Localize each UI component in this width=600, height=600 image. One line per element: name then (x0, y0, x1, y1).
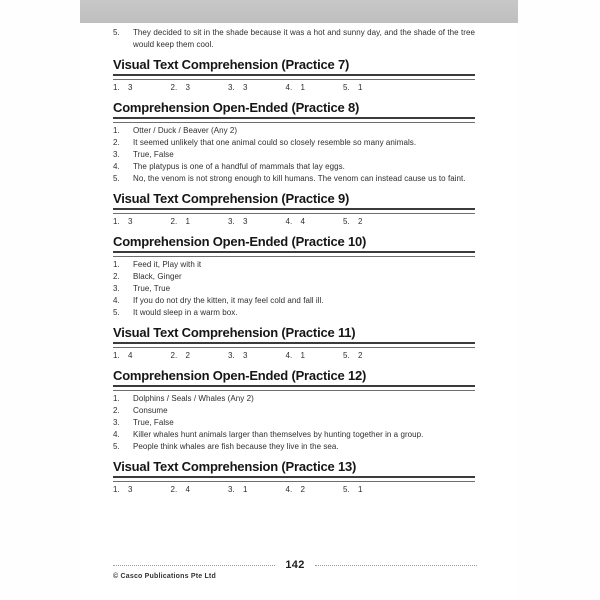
list-item (113, 283, 475, 295)
answer-value: 3 (185, 83, 190, 92)
section (113, 59, 475, 94)
answer-number: 3. (228, 351, 235, 360)
item-number: 4. (113, 430, 120, 439)
item-text: True, True (133, 284, 171, 293)
heading-double-rule (113, 476, 475, 482)
answer-number: 5. (343, 83, 350, 92)
item-number: 5. (113, 308, 120, 317)
item-text: It seemed unlikely that one animal could so closely resemble so many animals. (133, 138, 417, 147)
answer-value: 1 (300, 351, 305, 360)
answer-value: 2 (300, 485, 305, 494)
item-number: 1. (113, 394, 120, 403)
answer-cell (343, 82, 401, 94)
item-number: 1. (113, 260, 120, 269)
answer-cell (171, 216, 229, 228)
section (113, 193, 475, 228)
list-item (113, 259, 475, 271)
item-number: 5. (113, 442, 120, 451)
list-item (113, 27, 475, 51)
list-item (113, 161, 475, 173)
answer-cell (171, 484, 229, 496)
page-footer (113, 558, 477, 580)
answer-number: 1. (113, 351, 120, 360)
answer-value: 3 (243, 351, 248, 360)
answer-number: 2. (170, 485, 178, 494)
heading-double-rule (113, 385, 475, 391)
item-text: Otter / Duck / Beaver (Any 2) (133, 126, 238, 135)
item-text: Dolphins / Seals / Whales (Any 2) (133, 394, 254, 403)
heading-double-rule (113, 342, 475, 348)
answer-number: 4. (285, 83, 293, 92)
copyright: © Casco Publications Pte Ltd (113, 572, 216, 580)
answer-value: 4 (300, 217, 305, 226)
section-heading: Comprehension Open-Ended (Practice 10) (113, 234, 367, 249)
heading-double-rule (113, 74, 475, 80)
scan-top-band (80, 0, 518, 23)
list-item (113, 393, 475, 405)
list-item (113, 441, 475, 453)
answer-cell (286, 484, 344, 496)
answer-value: 1 (243, 485, 248, 494)
answer-value: 1 (185, 217, 190, 226)
answer-cell (343, 484, 401, 496)
section-heading: Comprehension Open-Ended (Practice 8) (113, 100, 360, 115)
item-number: 1. (113, 126, 120, 135)
answer-value: 3 (243, 217, 248, 226)
answer-cell (113, 216, 171, 228)
answer-value: 3 (243, 83, 248, 92)
answer-value: 2 (185, 351, 190, 360)
answer-cell (113, 350, 171, 362)
list-item (113, 429, 475, 441)
heading-double-rule (113, 251, 475, 257)
dotted-line-left (113, 565, 275, 566)
section (113, 327, 475, 362)
answer-number: 1. (113, 217, 120, 226)
heading-double-rule (113, 208, 475, 214)
dotted-line-right (315, 565, 477, 566)
answer-row (113, 350, 475, 362)
answer-value: 2 (358, 351, 363, 360)
section (113, 461, 475, 496)
item-text: It would sleep in a warm box. (133, 308, 238, 317)
answer-cell (171, 350, 229, 362)
answer-cell (343, 350, 401, 362)
heading-double-rule (113, 117, 475, 123)
answer-value: 1 (358, 485, 363, 494)
item-text: Consume (133, 406, 168, 415)
item-text: Killer whales hunt animals larger than themselves by hunting together in a group. (133, 430, 424, 439)
answer-number: 2. (170, 217, 178, 226)
answer-cell (113, 484, 171, 496)
book-page (80, 0, 518, 600)
item-number: 4. (113, 296, 120, 305)
item-text: Feed it, Play with it (133, 260, 202, 269)
list-item (113, 405, 475, 417)
answer-cell (286, 350, 344, 362)
item-number: 2. (113, 272, 120, 281)
answer-number: 4. (285, 351, 293, 360)
item-number: 2. (113, 138, 120, 147)
answer-number: 2. (170, 83, 178, 92)
item-text: They decided to sit in the shade because it was a hot and sunny day, and the shade of the tree would keep them cool. (133, 28, 475, 49)
answer-number: 5. (343, 351, 350, 360)
answer-value: 4 (185, 485, 190, 494)
section-heading: Visual Text Comprehension (Practice 13) (113, 459, 357, 474)
item-text: Black, Ginger (133, 272, 182, 281)
answer-number: 2. (170, 351, 178, 360)
item-number: 3. (113, 150, 120, 159)
answer-number: 4. (285, 217, 293, 226)
list-item (113, 149, 475, 161)
list-item (113, 417, 475, 429)
answer-cell (228, 82, 286, 94)
answer-number: 3. (228, 485, 235, 494)
item-text: People think whales are fish because they live in the sea. (133, 442, 339, 451)
item-text: The platypus is one of a handful of mammals that lay eggs. (133, 162, 345, 171)
answer-cell (228, 484, 286, 496)
answer-value: 1 (358, 83, 363, 92)
answer-number: 1. (113, 83, 120, 92)
answer-cell (171, 82, 229, 94)
list-item (113, 307, 475, 319)
list-item (113, 173, 475, 185)
section-heading: Visual Text Comprehension (Practice 7) (113, 57, 350, 72)
answer-cell (343, 216, 401, 228)
item-text: True, False (133, 150, 174, 159)
section (113, 236, 475, 319)
sections-container (113, 59, 475, 496)
answer-cell (286, 216, 344, 228)
page-number: 142 (285, 559, 305, 571)
answer-cell (286, 82, 344, 94)
answer-row (113, 484, 475, 496)
answer-number: 5. (343, 485, 350, 494)
answer-cell (228, 216, 286, 228)
answer-cell (113, 82, 171, 94)
list-item (113, 125, 475, 137)
answer-value: 4 (128, 351, 133, 360)
section (113, 102, 475, 185)
item-text: True, False (133, 418, 174, 427)
item-number: 3. (113, 418, 120, 427)
answer-value: 1 (300, 83, 305, 92)
answer-row (113, 82, 475, 94)
answer-value: 3 (128, 83, 133, 92)
answer-number: 4. (285, 485, 293, 494)
list-item (113, 271, 475, 283)
list-item (113, 137, 475, 149)
section (113, 370, 475, 453)
section-heading: Visual Text Comprehension (Practice 11) (113, 325, 356, 340)
answer-value: 2 (358, 217, 363, 226)
item-number: 5. (113, 174, 120, 183)
answer-number: 3. (228, 217, 235, 226)
answer-value: 3 (128, 217, 133, 226)
answer-number: 3. (228, 83, 235, 92)
answer-number: 1. (113, 485, 120, 494)
answer-number: 5. (343, 217, 350, 226)
item-number: 5. (113, 28, 120, 37)
answer-row (113, 216, 475, 228)
item-number: 4. (113, 162, 120, 171)
answer-value: 3 (128, 485, 133, 494)
section-heading: Comprehension Open-Ended (Practice 12) (113, 368, 367, 383)
page-content (113, 24, 475, 496)
item-number: 3. (113, 284, 120, 293)
item-number: 2. (113, 406, 120, 415)
item-text: No, the venom is not strong enough to kill humans. The venom can instead cause us to faint. (133, 174, 466, 183)
list-item (113, 295, 475, 307)
answer-cell (228, 350, 286, 362)
footer-rule (113, 558, 477, 572)
section-heading: Visual Text Comprehension (Practice 9) (113, 191, 350, 206)
item-text: If you do not dry the kitten, it may feel cold and fall ill. (133, 296, 324, 305)
